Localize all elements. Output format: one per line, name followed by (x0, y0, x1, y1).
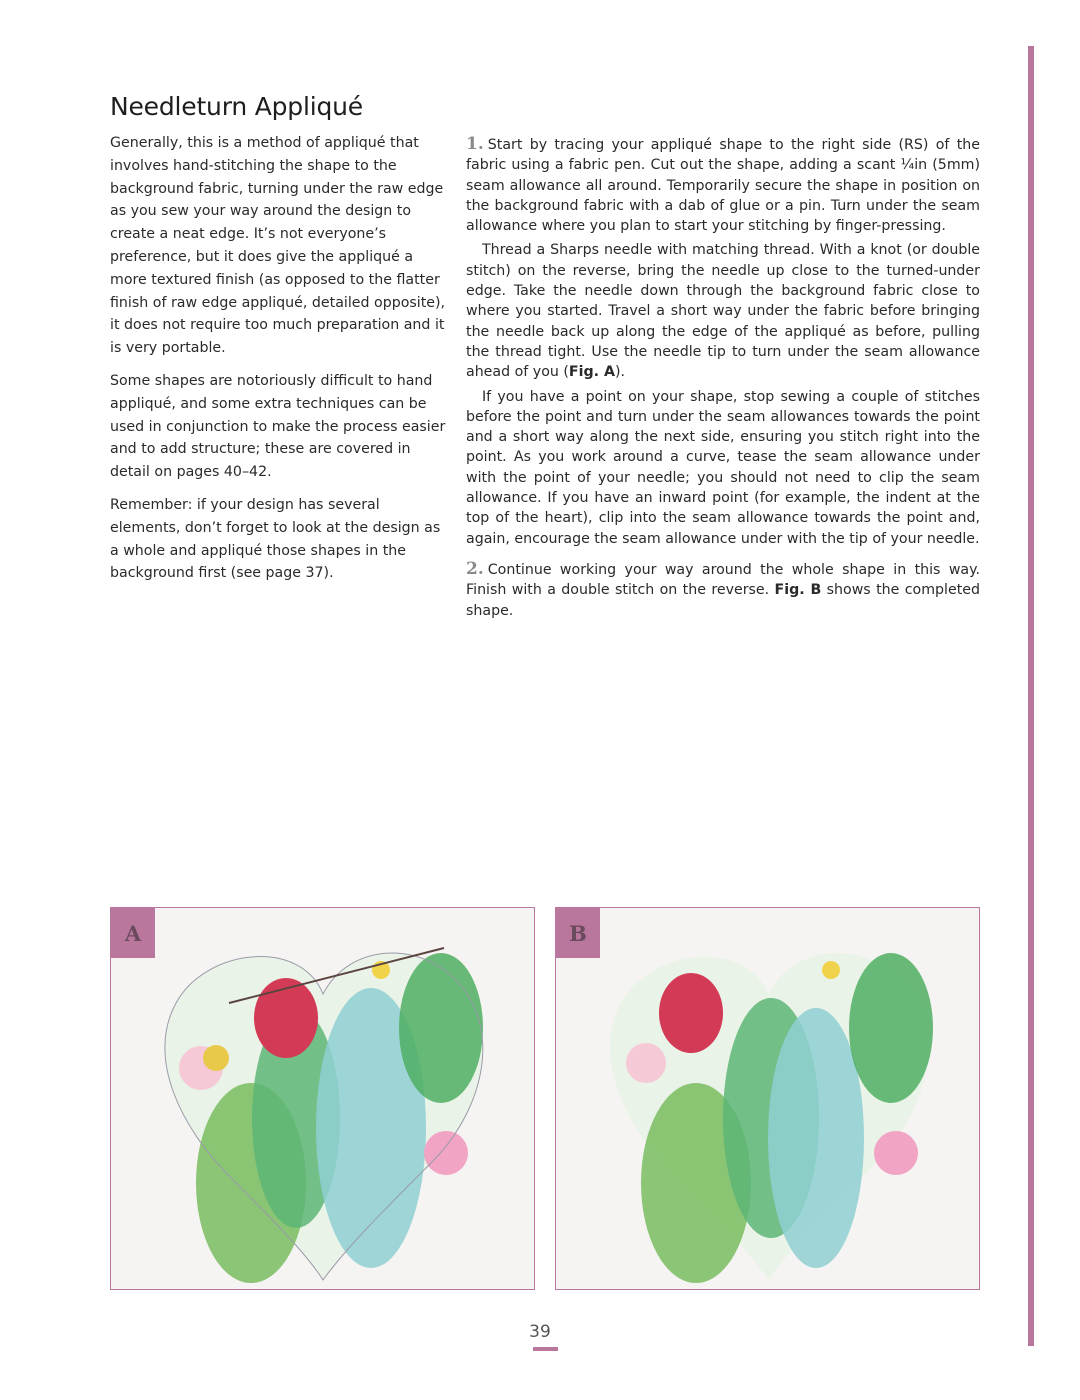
figure-b-label: B (556, 908, 600, 958)
heart-applique-completed-image (556, 908, 979, 1289)
step-1-paragraph-2 (466, 240, 980, 382)
step-2-text-end: shows the completed shape. (466, 582, 980, 619)
intro-column (110, 132, 450, 595)
figure-a-photo (110, 907, 535, 1290)
step-1-paragraph-2-end: ). (614, 364, 625, 381)
intro-paragraph-3: Remember: if your design has several elements, don’t forget to look at the design as a whole and appliqué those shapes in the background first (see page 37). (110, 496, 441, 582)
step-2 (466, 559, 980, 621)
instructions-column (466, 134, 980, 625)
page-title: Needleturn Appliqué (110, 92, 363, 121)
step-1 (466, 134, 980, 236)
figure-b-photo (555, 907, 980, 1290)
step-1-text: Start by tracing your appliqué shape to the right side (RS) of the fabric using a fabric pen. Cut out the shape, adding a scant ¼in (5mm) seam allowance all around. Temporarily secure the shape in position on the background fabric with a dab of glue or a pin. Turn under the seam allowance where you plan to start your stitching by finger-pressing. (466, 137, 980, 235)
step-1-paragraph-2-text: Thread a Sharps needle with matching thread. With a knot (or double stitch) on the reverse, bring the needle up close to the turned-under edge. Take the needle down through the background fabric close to where you started. Travel a short way under the fabric before bringing the needle back up along the edge of the appliqué as before, pulling the thread tight. Use the needle tip to turn under the seam allowance ahead of you ( (466, 242, 980, 381)
intro-paragraph-2: Some shapes are notoriously difficult to hand appliqué, and some extra techniques can be used in conjunction to make the process easier and to add structure; these are covered in detail on pages 40–42. (110, 372, 446, 481)
page-number-underline (533, 1347, 558, 1351)
step-1-paragraph-3: If you have a point on your shape, stop sewing a couple of stitches before the point and turn under the seam allowances towards the point and a short way along the next side, ensuring you stitch right into the point. As you work around a curve, tease the seam allowance under with the point of your needle; you should not need to clip the seam allowance. If you have an inward point (for example, the indent at the top of the heart), clip into the seam allowance towards the point and, again, encourage the seam allowance under with the tip of your needle. (466, 388, 980, 547)
step-2-text: Continue working your way around the whole shape in this way. Finish with a double stitch on the reverse. (466, 561, 980, 599)
page-edge-rule (1028, 46, 1034, 1346)
step-2-number: 2. (466, 558, 484, 579)
heart-applique-in-progress-image (111, 908, 534, 1289)
step-1-number: 1. (466, 134, 484, 154)
fig-a-reference: Fig. A (568, 364, 615, 381)
figure-a-label: A (111, 908, 155, 958)
page-number: 39 (529, 1322, 551, 1342)
fig-b-reference: Fig. B (774, 582, 822, 599)
intro-paragraph-1: Generally, this is a method of appliqué that involves hand-stitching the shape to the background fabric, turning under the raw edge as you sew your way around the design to create a neat edge. It’s not everyone’s preference, but it does give the appliqué a more textured finish (as opposed to the flatter finish of raw edge appliqué, detailed opposite), it does not require too much preparation and it is very portable. (110, 135, 446, 357)
